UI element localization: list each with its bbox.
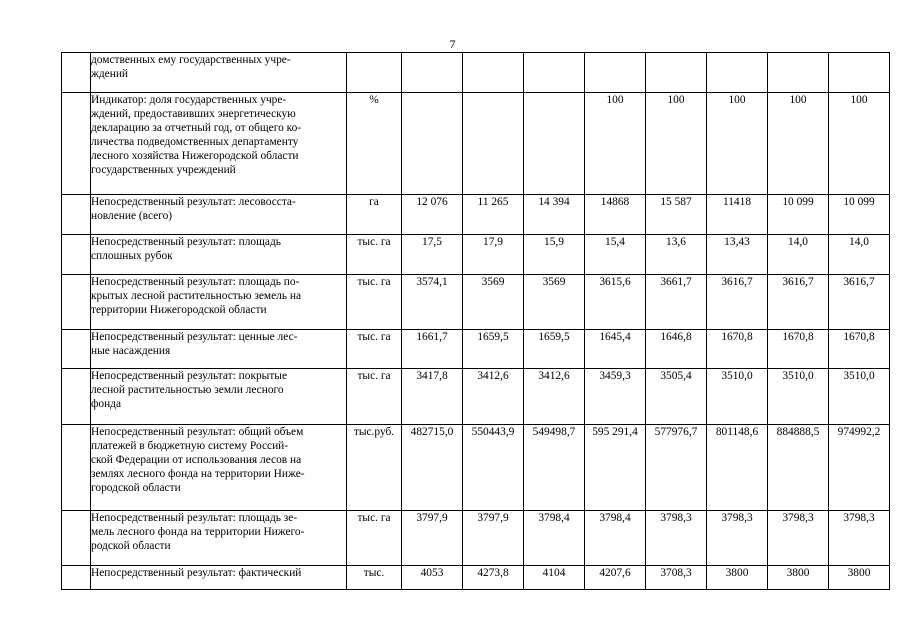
value-cell: 10 099 <box>768 195 829 235</box>
value-cell: 14,0 <box>829 235 890 275</box>
value-cell <box>646 53 707 93</box>
value-cell: 595 291,4 <box>585 425 646 511</box>
unit-cell: тыс.руб. <box>347 425 402 511</box>
value-cell: 974992,2 <box>829 425 890 511</box>
value-cell: 1661,7 <box>402 330 463 369</box>
value-cell: 1645,4 <box>585 330 646 369</box>
unit-cell: % <box>347 93 402 195</box>
unit-cell: тыс. га <box>347 369 402 425</box>
value-cell <box>829 53 890 93</box>
value-cell: 12 076 <box>402 195 463 235</box>
value-cell: 14,0 <box>768 235 829 275</box>
value-cell <box>768 53 829 93</box>
value-cell: 3800 <box>829 566 890 590</box>
value-cell: 4207,6 <box>585 566 646 590</box>
row-index-cell <box>62 425 91 511</box>
table-body <box>62 53 890 590</box>
value-cell: 1646,8 <box>646 330 707 369</box>
value-cell: 3800 <box>768 566 829 590</box>
value-cell: 3798,3 <box>707 511 768 566</box>
unit-cell: тыс. га <box>347 511 402 566</box>
table-row <box>62 566 890 590</box>
table-row <box>62 235 890 275</box>
value-cell: 1659,5 <box>463 330 524 369</box>
unit-cell: тыс. <box>347 566 402 590</box>
value-cell: 4104 <box>524 566 585 590</box>
value-cell: 10 099 <box>829 195 890 235</box>
indicator-description: Непосредственный результат: ценные лес- ные насаждения <box>91 330 347 369</box>
row-index-cell <box>62 330 91 369</box>
table-row <box>62 511 890 566</box>
value-cell <box>524 93 585 195</box>
value-cell: 3505,4 <box>646 369 707 425</box>
table-row <box>62 275 890 330</box>
value-cell: 100 <box>585 93 646 195</box>
value-cell: 3510,0 <box>768 369 829 425</box>
indicator-description: Непосредственный результат: фактический <box>91 566 347 590</box>
value-cell: 13,43 <box>707 235 768 275</box>
value-cell: 3798,3 <box>768 511 829 566</box>
value-cell: 3798,4 <box>524 511 585 566</box>
indicator-description: Индикатор: доля государственных учре- ждений, предоставивших энергетическую декларацию за отчетный год, от общего ко- личества подведомственных департаменту лесного хозяйства Нижегородской области государственных учреждений <box>91 93 347 195</box>
value-cell: 3615,6 <box>585 275 646 330</box>
indicator-description: Непосредственный результат: площадь по- крытых лесной растительностью земель на территории Нижегородской области <box>91 275 347 330</box>
unit-cell: тыс. га <box>347 235 402 275</box>
value-cell: 13,6 <box>646 235 707 275</box>
value-cell: 14868 <box>585 195 646 235</box>
value-cell: 17,9 <box>463 235 524 275</box>
value-cell: 1670,8 <box>829 330 890 369</box>
value-cell: 100 <box>768 93 829 195</box>
value-cell: 3798,4 <box>585 511 646 566</box>
value-cell: 3616,7 <box>768 275 829 330</box>
table-row <box>62 425 890 511</box>
value-cell: 1670,8 <box>707 330 768 369</box>
value-cell: 14 394 <box>524 195 585 235</box>
value-cell: 11418 <box>707 195 768 235</box>
value-cell: 3661,7 <box>646 275 707 330</box>
unit-cell: тыс. га <box>347 275 402 330</box>
row-index-cell <box>62 275 91 330</box>
value-cell: 15 587 <box>646 195 707 235</box>
row-index-cell <box>62 235 91 275</box>
value-cell <box>585 53 646 93</box>
row-index-cell <box>62 566 91 590</box>
row-index-cell <box>62 93 91 195</box>
table-row <box>62 330 890 369</box>
value-cell <box>402 53 463 93</box>
value-cell <box>463 53 524 93</box>
value-cell: 3510,0 <box>829 369 890 425</box>
value-cell: 17,5 <box>402 235 463 275</box>
unit-cell <box>347 53 402 93</box>
table-row <box>62 93 890 195</box>
value-cell: 3798,3 <box>646 511 707 566</box>
value-cell: 550443,9 <box>463 425 524 511</box>
value-cell: 3569 <box>463 275 524 330</box>
value-cell: 1659,5 <box>524 330 585 369</box>
value-cell <box>707 53 768 93</box>
row-index-cell <box>62 195 91 235</box>
indicator-description: Непосредственный результат: лесовосста- новление (всего) <box>91 195 347 235</box>
value-cell: 3797,9 <box>402 511 463 566</box>
value-cell: 4273,8 <box>463 566 524 590</box>
value-cell: 4053 <box>402 566 463 590</box>
row-index-cell <box>62 53 91 93</box>
value-cell: 3800 <box>707 566 768 590</box>
value-cell: 3798,3 <box>829 511 890 566</box>
value-cell <box>463 93 524 195</box>
value-cell: 3574,1 <box>402 275 463 330</box>
value-cell <box>524 53 585 93</box>
value-cell: 3417,8 <box>402 369 463 425</box>
value-cell: 3616,7 <box>707 275 768 330</box>
value-cell: 3459,3 <box>585 369 646 425</box>
value-cell: 11 265 <box>463 195 524 235</box>
unit-cell: га <box>347 195 402 235</box>
value-cell: 15,4 <box>585 235 646 275</box>
table-row <box>62 195 890 235</box>
indicator-description: Непосредственный результат: площадь зе- мель лесного фонда на территории Нижего- родской области <box>91 511 347 566</box>
indicator-description: Непосредственный результат: покрытые лесной растительностью земли лесного фонда <box>91 369 347 425</box>
value-cell: 1670,8 <box>768 330 829 369</box>
table-row <box>62 369 890 425</box>
value-cell: 3708,3 <box>646 566 707 590</box>
indicator-description: домственных ему государственных учре- ждений <box>91 53 347 93</box>
page-number: 7 <box>449 37 456 51</box>
value-cell: 3510,0 <box>707 369 768 425</box>
indicator-description: Непосредственный результат: площадь сплошных рубок <box>91 235 347 275</box>
value-cell: 100 <box>707 93 768 195</box>
value-cell: 100 <box>646 93 707 195</box>
indicators-table <box>61 52 890 590</box>
value-cell: 3412,6 <box>524 369 585 425</box>
indicator-description: Непосредственный результат: общий объем платежей в бюджетную систему Россий- ской Федерации от использования лесов на землях лесного фонда на территории Ниже- городской области <box>91 425 347 511</box>
row-index-cell <box>62 369 91 425</box>
table-row <box>62 53 890 93</box>
value-cell: 3616,7 <box>829 275 890 330</box>
value-cell: 3412,6 <box>463 369 524 425</box>
value-cell <box>402 93 463 195</box>
value-cell: 3797,9 <box>463 511 524 566</box>
row-index-cell <box>62 511 91 566</box>
value-cell: 15,9 <box>524 235 585 275</box>
value-cell: 482715,0 <box>402 425 463 511</box>
value-cell: 3569 <box>524 275 585 330</box>
value-cell: 884888,5 <box>768 425 829 511</box>
value-cell: 801148,6 <box>707 425 768 511</box>
value-cell: 577976,7 <box>646 425 707 511</box>
value-cell: 549498,7 <box>524 425 585 511</box>
value-cell: 100 <box>829 93 890 195</box>
unit-cell: тыс. га <box>347 330 402 369</box>
